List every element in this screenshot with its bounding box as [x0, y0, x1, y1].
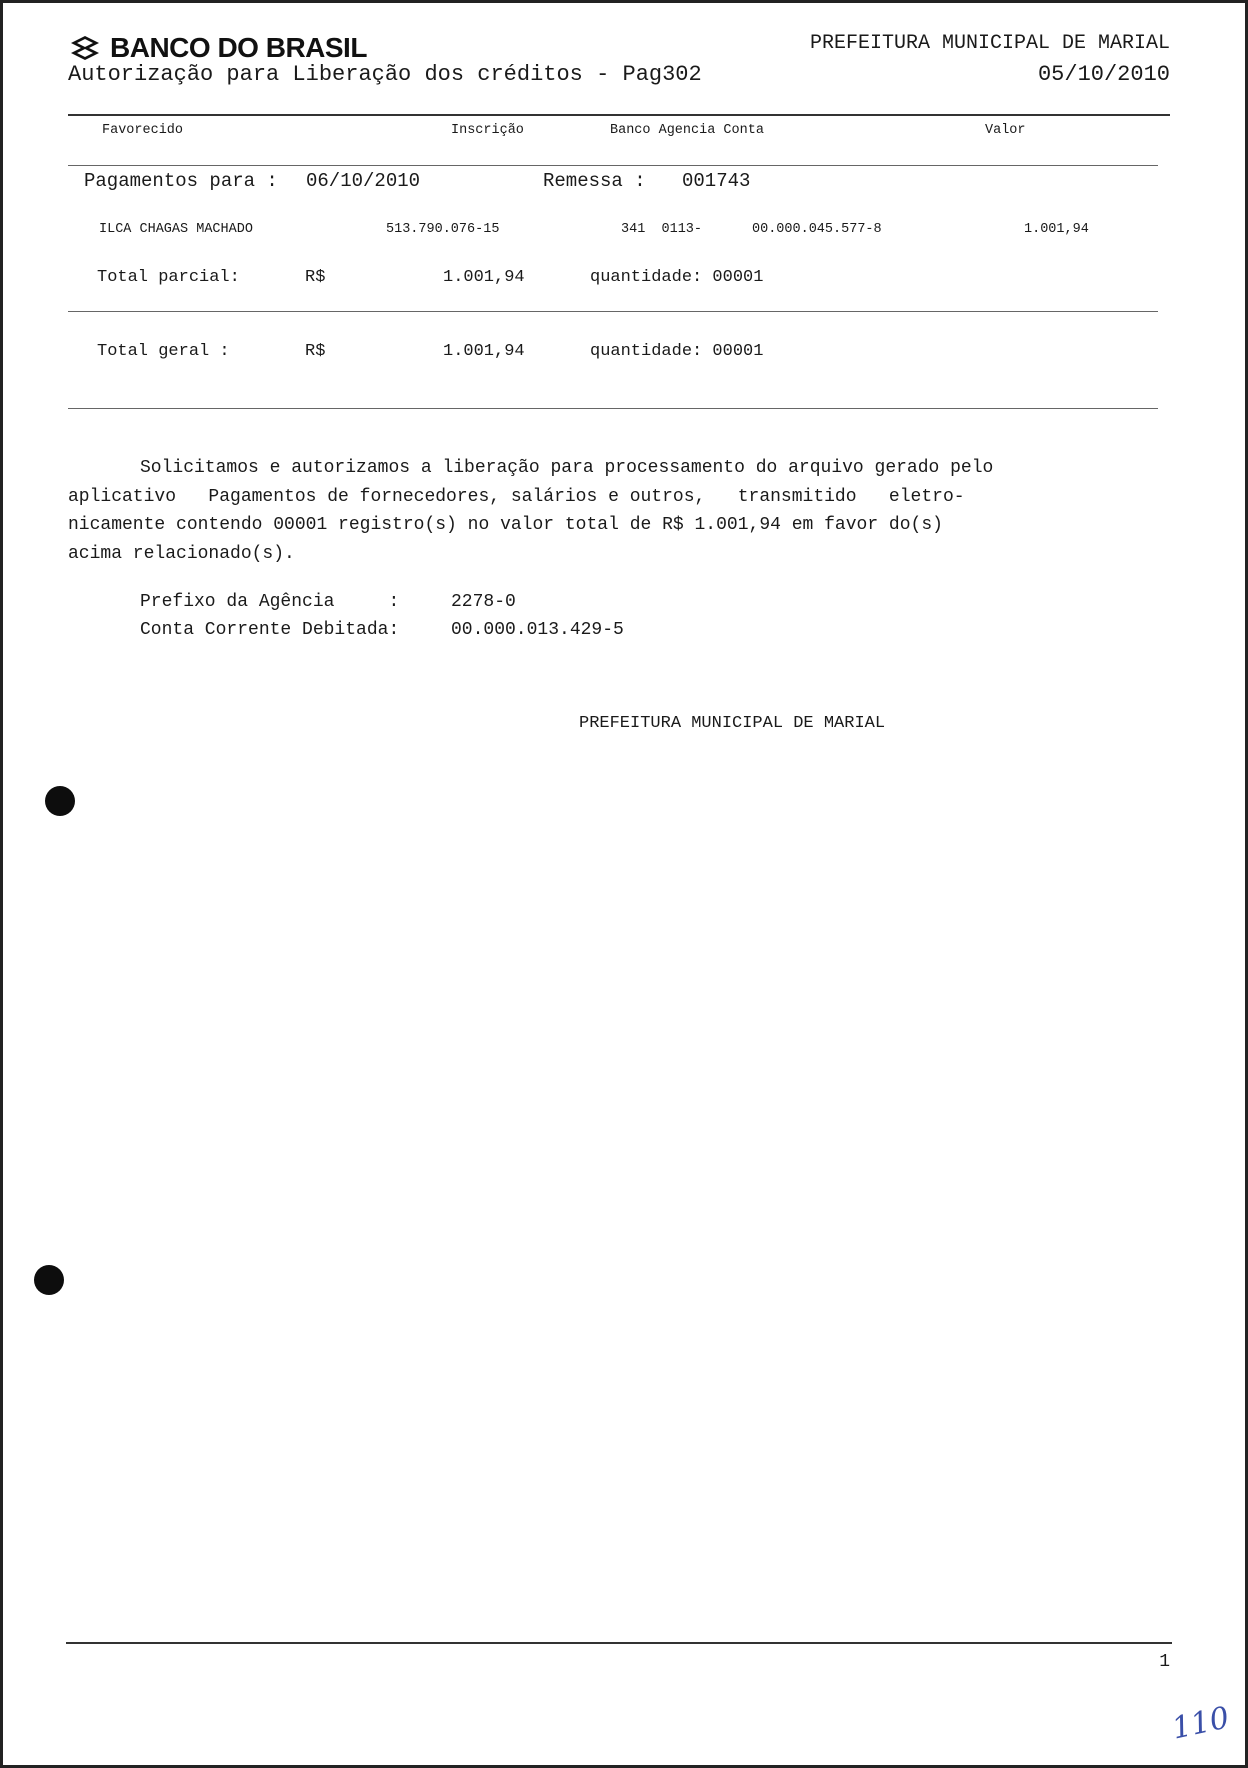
bank-logo — [68, 32, 367, 64]
footer-divider — [66, 1642, 1172, 1644]
authorization-line-1: Solicitamos e autorizamos a liberação para processamento do arquivo gerado pelo — [140, 458, 994, 478]
row-conta: 00.000.045.577-8 — [752, 222, 882, 237]
banco-do-brasil-logo-icon — [68, 34, 102, 62]
account-value: 00.000.013.429-5 — [451, 620, 624, 640]
punch-hole — [34, 1265, 64, 1295]
document-date: 05/10/2010 — [1037, 62, 1170, 87]
agency-prefix-value: 2278-0 — [451, 592, 516, 612]
authorization-line-2: aplicativo Pagamentos de fornecedores, salários e outros, transmitido eletro- — [68, 486, 965, 507]
payments-for-date: 06/10/2010 — [306, 170, 421, 192]
subtotal-amount: 1.001,94 — [443, 268, 525, 287]
bank-name: BANCO DO BRASIL — [110, 32, 367, 63]
signature-organization: PREFEITURA MUNICIPAL DE MARIAL — [579, 714, 886, 733]
organization-name: PREFEITURA MUNICIPAL DE MARIAL — [809, 32, 1170, 55]
subtotal-divider — [68, 311, 1158, 312]
row-valor: 1.001,94 — [1024, 222, 1089, 237]
page-border-left — [0, 0, 3, 1768]
column-header-banco-agencia-conta: Banco Agencia Conta — [610, 123, 764, 138]
page-border-top — [0, 0, 1248, 3]
payments-for-label: Pagamentos para : — [84, 170, 278, 192]
row-banco-agencia: 341 0113- — [621, 222, 703, 237]
handwritten-page-note: 110 — [1168, 1700, 1233, 1747]
grand-total-currency: R$ — [305, 342, 326, 361]
grand-total-quantity: quantidade: 00001 — [590, 342, 764, 361]
column-header-divider — [68, 165, 1158, 166]
column-header-inscricao: Inscrição — [451, 123, 524, 138]
remessa-number: 001743 — [682, 170, 751, 192]
agency-prefix-label: Prefixo da Agência : — [140, 592, 400, 612]
subtotal-label: Total parcial: — [97, 268, 240, 287]
column-header-valor: Valor — [985, 123, 1026, 138]
grand-total-amount: 1.001,94 — [443, 342, 525, 361]
subtotal-quantity: quantidade: 00001 — [590, 268, 764, 287]
row-inscricao: 513.790.076-15 — [386, 222, 500, 237]
remessa-label: Remessa : — [543, 170, 646, 192]
row-favorecido: ILCA CHAGAS MACHADO — [99, 222, 253, 237]
document-title: Autorização para Liberação dos créditos - Pag302 — [68, 62, 702, 87]
page-number: 1 — [1159, 1652, 1170, 1672]
subtotal-currency: R$ — [305, 268, 326, 287]
column-header-favorecido: Favorecido — [102, 123, 184, 138]
grand-total-divider — [68, 408, 1158, 409]
account-label: Conta Corrente Debitada: — [140, 620, 400, 640]
authorization-line-4: acima relacionado(s). — [68, 543, 295, 564]
authorization-line-3: nicamente contendo 00001 registro(s) no valor total de R$ 1.001,94 em favor do(s) — [68, 515, 943, 535]
punch-hole — [45, 786, 75, 816]
grand-total-label: Total geral : — [97, 342, 230, 361]
header-divider — [68, 114, 1170, 116]
authorization-paragraph — [68, 454, 1168, 568]
